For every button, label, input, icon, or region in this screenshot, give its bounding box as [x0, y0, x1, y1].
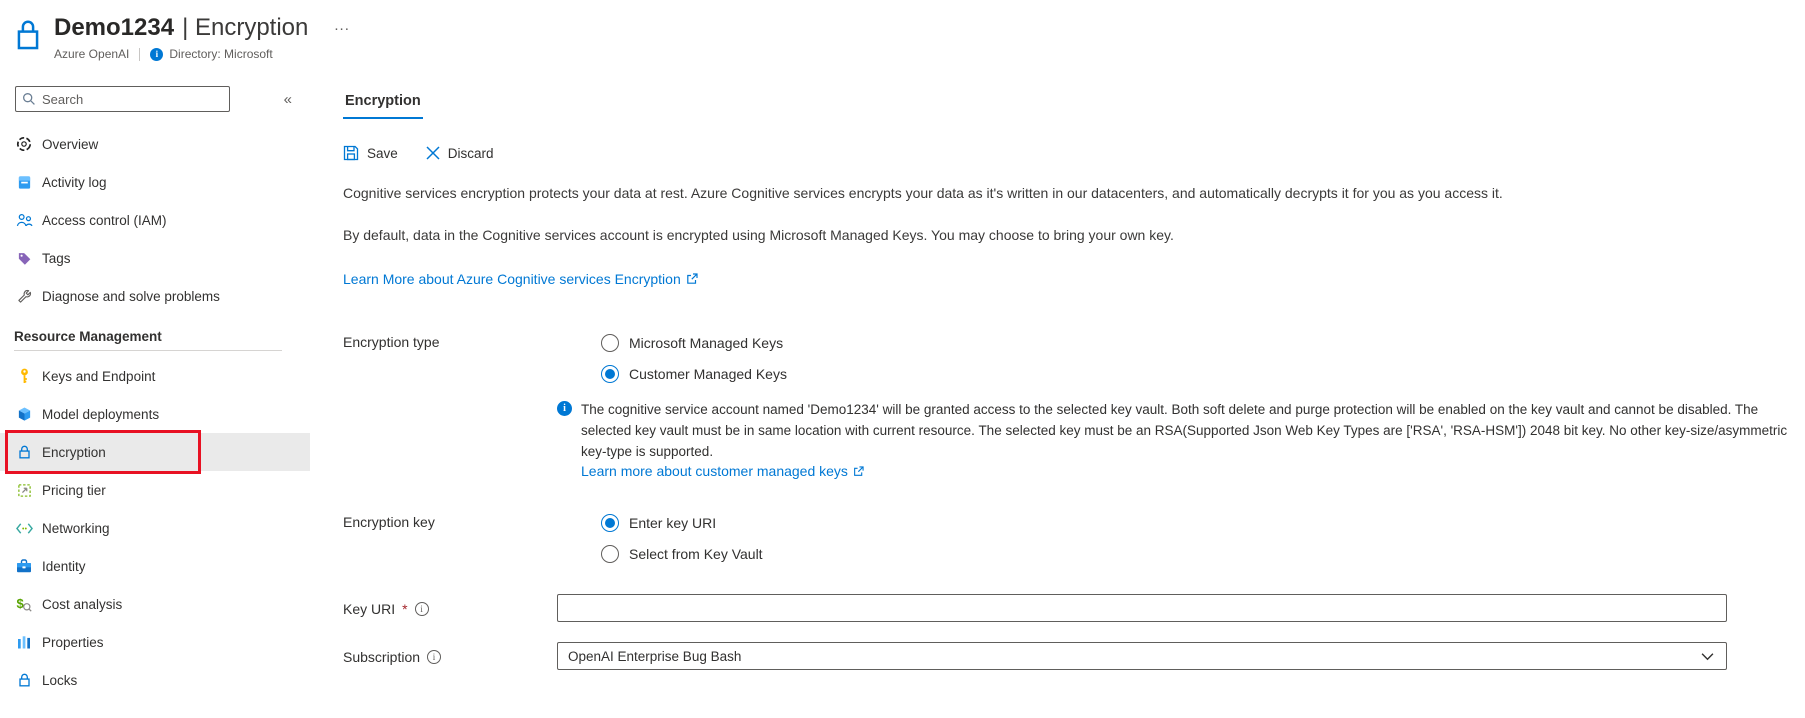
wrench-icon: [14, 289, 34, 304]
pricing-icon: [14, 483, 34, 498]
networking-icon: [14, 522, 34, 535]
page-subtitle-title: | Encryption: [182, 14, 309, 41]
sidebar-item-label: Keys and Endpoint: [42, 368, 156, 384]
encryption-key-row: [343, 513, 1790, 564]
subscription-row: [343, 642, 1790, 670]
discard-label: Discard: [447, 145, 494, 161]
sidebar-item-label: Identity: [42, 558, 86, 574]
radio-label: Customer Managed Keys: [629, 366, 787, 382]
sidebar-item-networking[interactable]: [0, 509, 310, 547]
subscription-value: OpenAI Enterprise Bug Bash: [568, 648, 742, 664]
radio-microsoft-managed-keys[interactable]: [601, 333, 1790, 353]
page-title: Demo1234: [54, 14, 175, 41]
cost-analysis-icon: [14, 596, 34, 612]
learn-more-cmk-link[interactable]: [581, 463, 864, 479]
sidebar-item-label: Model deployments: [42, 406, 160, 422]
subtitle-divider: [139, 48, 140, 61]
locks-icon: [14, 672, 34, 688]
cube-icon: [14, 406, 34, 422]
cmk-info-note: [557, 399, 1790, 479]
encryption-type-row: [343, 333, 1790, 479]
info-icon: i: [557, 401, 572, 416]
tab-encryption[interactable]: Encryption: [343, 93, 423, 119]
key-uri-row: [343, 594, 1790, 622]
external-link-icon: [853, 466, 864, 477]
sidebar-item-label: Encryption: [42, 444, 106, 460]
required-asterisk: *: [402, 600, 408, 617]
sidebar: [0, 68, 310, 718]
sidebar-nav: [0, 125, 310, 699]
main-content: [310, 68, 1805, 718]
sidebar-item-label: Locks: [42, 672, 78, 688]
search-icon: [22, 92, 36, 106]
sidebar-item-label: Tags: [42, 250, 71, 266]
radio-customer-managed-keys[interactable]: [601, 364, 1790, 384]
sidebar-section-resource-management: Resource Management: [14, 329, 162, 344]
encryption-key-label: Encryption key: [343, 514, 435, 530]
sidebar-item-keys-endpoint[interactable]: [0, 357, 310, 395]
radio-circle-selected[interactable]: [601, 365, 619, 383]
key-uri-input[interactable]: [557, 594, 1727, 622]
sidebar-item-label: Diagnose and solve problems: [42, 288, 220, 304]
learn-more-encryption-label: Learn More about Azure Cognitive services Encryption: [343, 271, 681, 287]
radio-label: Select from Key Vault: [629, 546, 763, 562]
sidebar-item-label: Access control (IAM): [42, 212, 167, 228]
search-input[interactable]: [42, 92, 223, 107]
chevron-down-icon: [1701, 652, 1714, 661]
sidebar-item-tags[interactable]: [0, 239, 310, 277]
more-options-button[interactable]: ...: [334, 16, 350, 34]
encryption-form: [343, 333, 1790, 670]
key-uri-info-icon[interactable]: i: [415, 602, 429, 616]
activity-log-icon: [14, 175, 34, 190]
access-control-icon: [14, 213, 34, 227]
sidebar-item-identity[interactable]: [0, 547, 310, 585]
openai-logo-icon: [14, 136, 34, 152]
page-header: [0, 0, 1805, 68]
radio-circle-unselected[interactable]: [601, 334, 619, 352]
subscription-info-icon[interactable]: i: [427, 650, 441, 664]
save-icon: [343, 145, 359, 161]
radio-label: Microsoft Managed Keys: [629, 335, 784, 351]
resource-type-label: Azure OpenAI: [54, 47, 130, 61]
intro-paragraph-2: By default, data in the Cognitive services account is encrypted using Microsoft Managed Keys. You may choose to bring your own key.: [343, 227, 1174, 243]
section-divider: [14, 350, 282, 351]
tag-icon: [14, 251, 34, 266]
resource-lock-icon: [14, 18, 42, 57]
title-block: [54, 14, 350, 61]
directory-label: Directory: Microsoft: [169, 47, 273, 61]
sidebar-item-label: Networking: [42, 520, 110, 536]
svg-text:$: $: [16, 596, 24, 611]
radio-enter-key-uri[interactable]: [601, 513, 1790, 533]
sidebar-item-label: Overview: [42, 136, 99, 152]
save-button[interactable]: [343, 145, 398, 161]
radio-select-from-key-vault[interactable]: [601, 544, 1790, 564]
sidebar-item-encryption[interactable]: [0, 433, 310, 471]
sidebar-search-box[interactable]: [15, 86, 230, 112]
briefcase-icon: [14, 559, 34, 573]
sidebar-item-label: Properties: [42, 634, 104, 650]
sidebar-item-label: Cost analysis: [42, 596, 123, 612]
discard-button[interactable]: [426, 146, 494, 161]
encryption-type-label: Encryption type: [343, 334, 440, 350]
intro-paragraph-1: Cognitive services encryption protects your data at rest. Azure Cognitive services encrypts your data as it's written in our datacenters, and automatically decrypts it for you as you access it.: [343, 185, 1503, 201]
sidebar-item-cost-analysis[interactable]: [0, 585, 310, 623]
sidebar-item-diagnose[interactable]: [0, 277, 310, 315]
key-icon: [14, 368, 34, 384]
sidebar-item-properties[interactable]: [0, 623, 310, 661]
sidebar-item-model-deployments[interactable]: [0, 395, 310, 433]
sidebar-item-activity-log[interactable]: [0, 163, 310, 201]
sidebar-item-pricing-tier[interactable]: [0, 471, 310, 509]
radio-label: Enter key URI: [629, 515, 717, 531]
subscription-label: Subscription: [343, 648, 421, 665]
key-uri-label: Key URI: [343, 600, 396, 617]
external-link-icon: [686, 273, 698, 285]
encryption-type-radio-group: [601, 333, 1790, 384]
radio-circle-selected[interactable]: [601, 514, 619, 532]
sidebar-item-label: Activity log: [42, 174, 107, 190]
toolbar: [343, 145, 1790, 161]
discard-x-icon: [426, 146, 440, 160]
properties-icon: [14, 635, 34, 650]
radio-circle-unselected[interactable]: [601, 545, 619, 563]
encryption-key-radio-group: [601, 513, 1790, 564]
sidebar-item-label: Pricing tier: [42, 482, 106, 498]
learn-more-cmk-label: Learn more about customer managed keys: [581, 463, 848, 479]
sidebar-item-access-control[interactable]: [0, 201, 310, 239]
learn-more-encryption-link[interactable]: [343, 271, 698, 287]
sidebar-item-locks[interactable]: [0, 661, 310, 699]
sidebar-collapse-icon[interactable]: «: [283, 90, 292, 108]
directory-info-icon: i: [150, 48, 163, 61]
lock-icon: [14, 444, 34, 460]
subscription-select[interactable]: [557, 642, 1727, 670]
save-label: Save: [367, 145, 398, 161]
sidebar-item-overview[interactable]: [0, 125, 310, 163]
cmk-note-text: The cognitive service account named 'Demo1234' will be granted access to the selected key vault. Both soft delete and purge protection will be enabled on the key vault and cannot be disabled. The selected key vault must be in same location with current resource. The selected key must be an RSA(Supported Json Web Key Types are ['RSA', 'RSA-HSM']) 2048 bit key. No other key-size/asymmetric key-type is supported.: [581, 402, 1788, 459]
